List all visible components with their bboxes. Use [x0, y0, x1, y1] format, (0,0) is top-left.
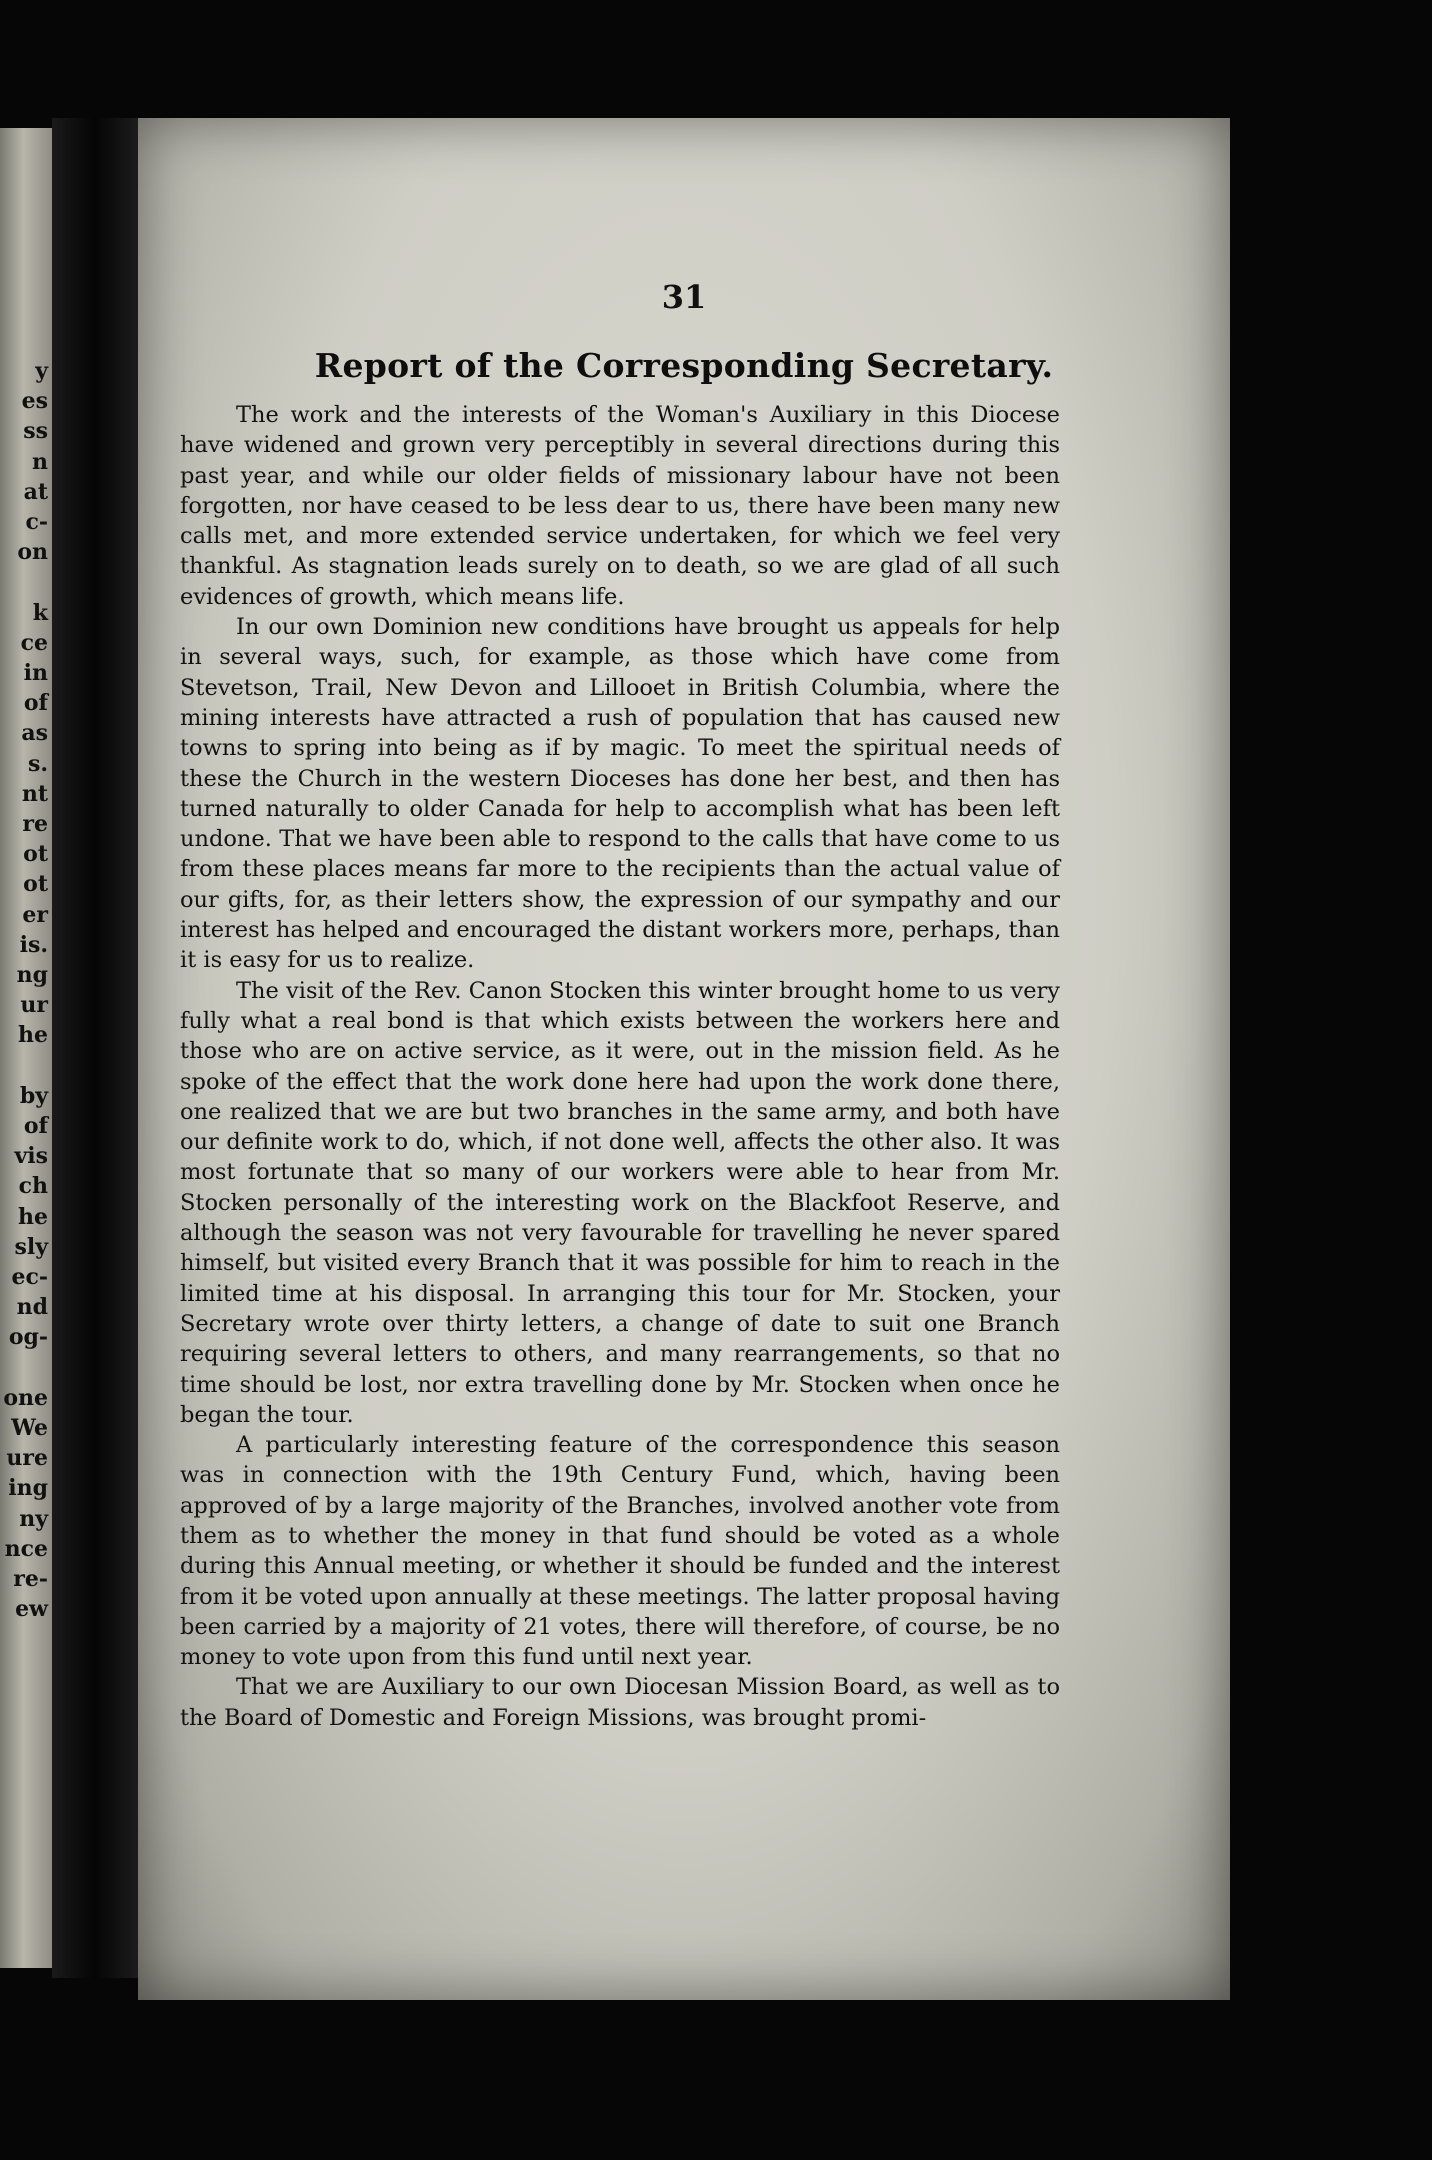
facing-page-text-fragment: ot: [23, 841, 48, 868]
facing-page-text-fragment: ce: [20, 629, 48, 656]
facing-page-text-fragment: y: [35, 358, 48, 384]
facing-page-text-fragment: We: [11, 1415, 48, 1441]
book-gutter: [52, 118, 138, 1978]
facing-page-text-fragment: ure: [6, 1445, 48, 1472]
facing-page-text-fragment: is.: [19, 931, 48, 958]
facing-page-text-fragment: er: [22, 901, 48, 928]
facing-page-text-fragment: sly: [14, 1233, 48, 1260]
paragraph: In our own Dominion new conditions have brought us appeals for help in several ways, such, for example, as those which have come from Stevetson, Trail, New Devon and Lillooet in British Columbia, where the mining interests have attracted a rush of population that has caused new towns to spring into being as if by magic. To meet the spiritual needs of these the Church in the western Dioceses has done her best, and then has turned naturally to older Canada for help to accomplish what has been left undone. That we have been able to respond to the calls that have come to us from these places means far more to the recipients than the actual value of our gifts, for, as their letters show, the expression of our sympathy and our interest has helped and encouraged the distant workers more, perhaps, than it is easy for us to realize.: [180, 614, 1060, 974]
paragraph: The work and the interests of the Woman's Auxiliary in this Diocese have widened and grown very perceptibly in several directions during this past year, and while our older fields of missionary labour have not been forgotten, nor have ceased to be less dear to us, there have been many new calls met, and more extended service undertaken, for which we feel very thankful. As stagnation leads surely on to death, so we are glad of all such evidences of growth, which means life.: [180, 402, 1060, 610]
facing-page-text-fragment: one: [3, 1384, 48, 1411]
document-page: [138, 118, 1230, 2000]
facing-page-text-fragment: of: [23, 1113, 48, 1139]
facing-page-text-fragment: n: [32, 448, 48, 475]
paragraph: A particularly interesting feature of the correspondence this season was in connection with the 19th Century Fund, which, having been approved of by a large majority of the Branches, involved another vote from them as to whether the money in that fund should be voted as a whole during this Annual meeting, or whether it should be funded and the interest from it be voted upon annually at these meetings. The latter proposal having been carried by a majority of 21 votes, there will therefore, of course, be no money to vote upon from this fund until next year.: [180, 1432, 1060, 1671]
facing-page-text-fragment: nt: [21, 780, 48, 807]
paragraph: The visit of the Rev. Canon Stocken this winter brought home to us very fully what a real bond is that which exists between the workers here and those who are on active service, as it were, out in the mission field. As he spoke of the effect that the work done here had upon the work done there, one realized that we are but two branches in the same army, and both have our definite work to do, which, if not done well, affects the other also. It was most fortunate that so many of our workers were able to hear from Mr. Stocken personally of the interesting work on the Blackfoot Reserve, and although the season was not very favourable for travelling he never spared himself, but visited every Branch that it was possible for him to reach in the limited time at his disposal. In arranging this tour for Mr. Stocken, your Secretary wrote over thirty letters, a change of date to suit one Branch requiring several letters to others, and many rearrangements, so that no time should be lost, nor extra travelling done by Mr. Stocken when once he began the tour.: [180, 977, 1060, 1428]
facing-page-text-fragment: as: [21, 720, 48, 747]
facing-page-text-fragment: on: [17, 539, 48, 566]
facing-page-text-fragment: ng: [16, 962, 48, 988]
facing-page-text-fragment: by: [19, 1082, 48, 1109]
facing-page-text-fragment: nd: [16, 1294, 48, 1321]
facing-page-text-fragment: s.: [27, 750, 48, 777]
facing-page-text-fragment: k: [32, 599, 48, 626]
facing-page-text-fragment: c-: [25, 509, 48, 535]
facing-page-text-fragment: vis: [14, 1143, 48, 1170]
page-number: 31: [661, 278, 707, 316]
facing-page-text-fragment: nce: [4, 1535, 48, 1562]
paragraph: That we are Auxiliary to our own Diocesan Mission Board, as well as to the Board of Domestic and Foreign Missions, was brought promi-: [180, 1674, 1060, 1731]
facing-page-text-fragment: ch: [18, 1173, 48, 1200]
facing-page-fragment: [0, 128, 52, 1968]
facing-page-text-fragment: og-: [8, 1324, 48, 1351]
report-body: [180, 400, 1060, 1733]
facing-page-text-fragment: ur: [20, 992, 48, 1019]
facing-page-text-fragment: ot: [23, 871, 48, 898]
facing-page-text-fragment: re-: [13, 1566, 48, 1592]
facing-page-text-fragment: ny: [19, 1505, 48, 1532]
facing-page-text-fragment: in: [23, 660, 48, 686]
facing-page-text-fragment: ec-: [11, 1264, 48, 1290]
facing-page-text-fragment: ss: [23, 418, 48, 445]
facing-page-text-fragment: he: [18, 1203, 48, 1230]
facing-page-text-fragment: es: [21, 388, 48, 415]
facing-page-text-fragment: of: [23, 690, 48, 717]
facing-page-text-fragment: ing: [8, 1475, 48, 1502]
facing-page-text-fragment: he: [18, 1022, 48, 1049]
facing-page-text-fragment: ew: [15, 1596, 48, 1623]
page-title: Report of the Corresponding Secretary.: [314, 346, 1054, 385]
facing-page-text-fragment: re: [22, 811, 48, 837]
facing-page-text-fragment: at: [23, 478, 48, 505]
